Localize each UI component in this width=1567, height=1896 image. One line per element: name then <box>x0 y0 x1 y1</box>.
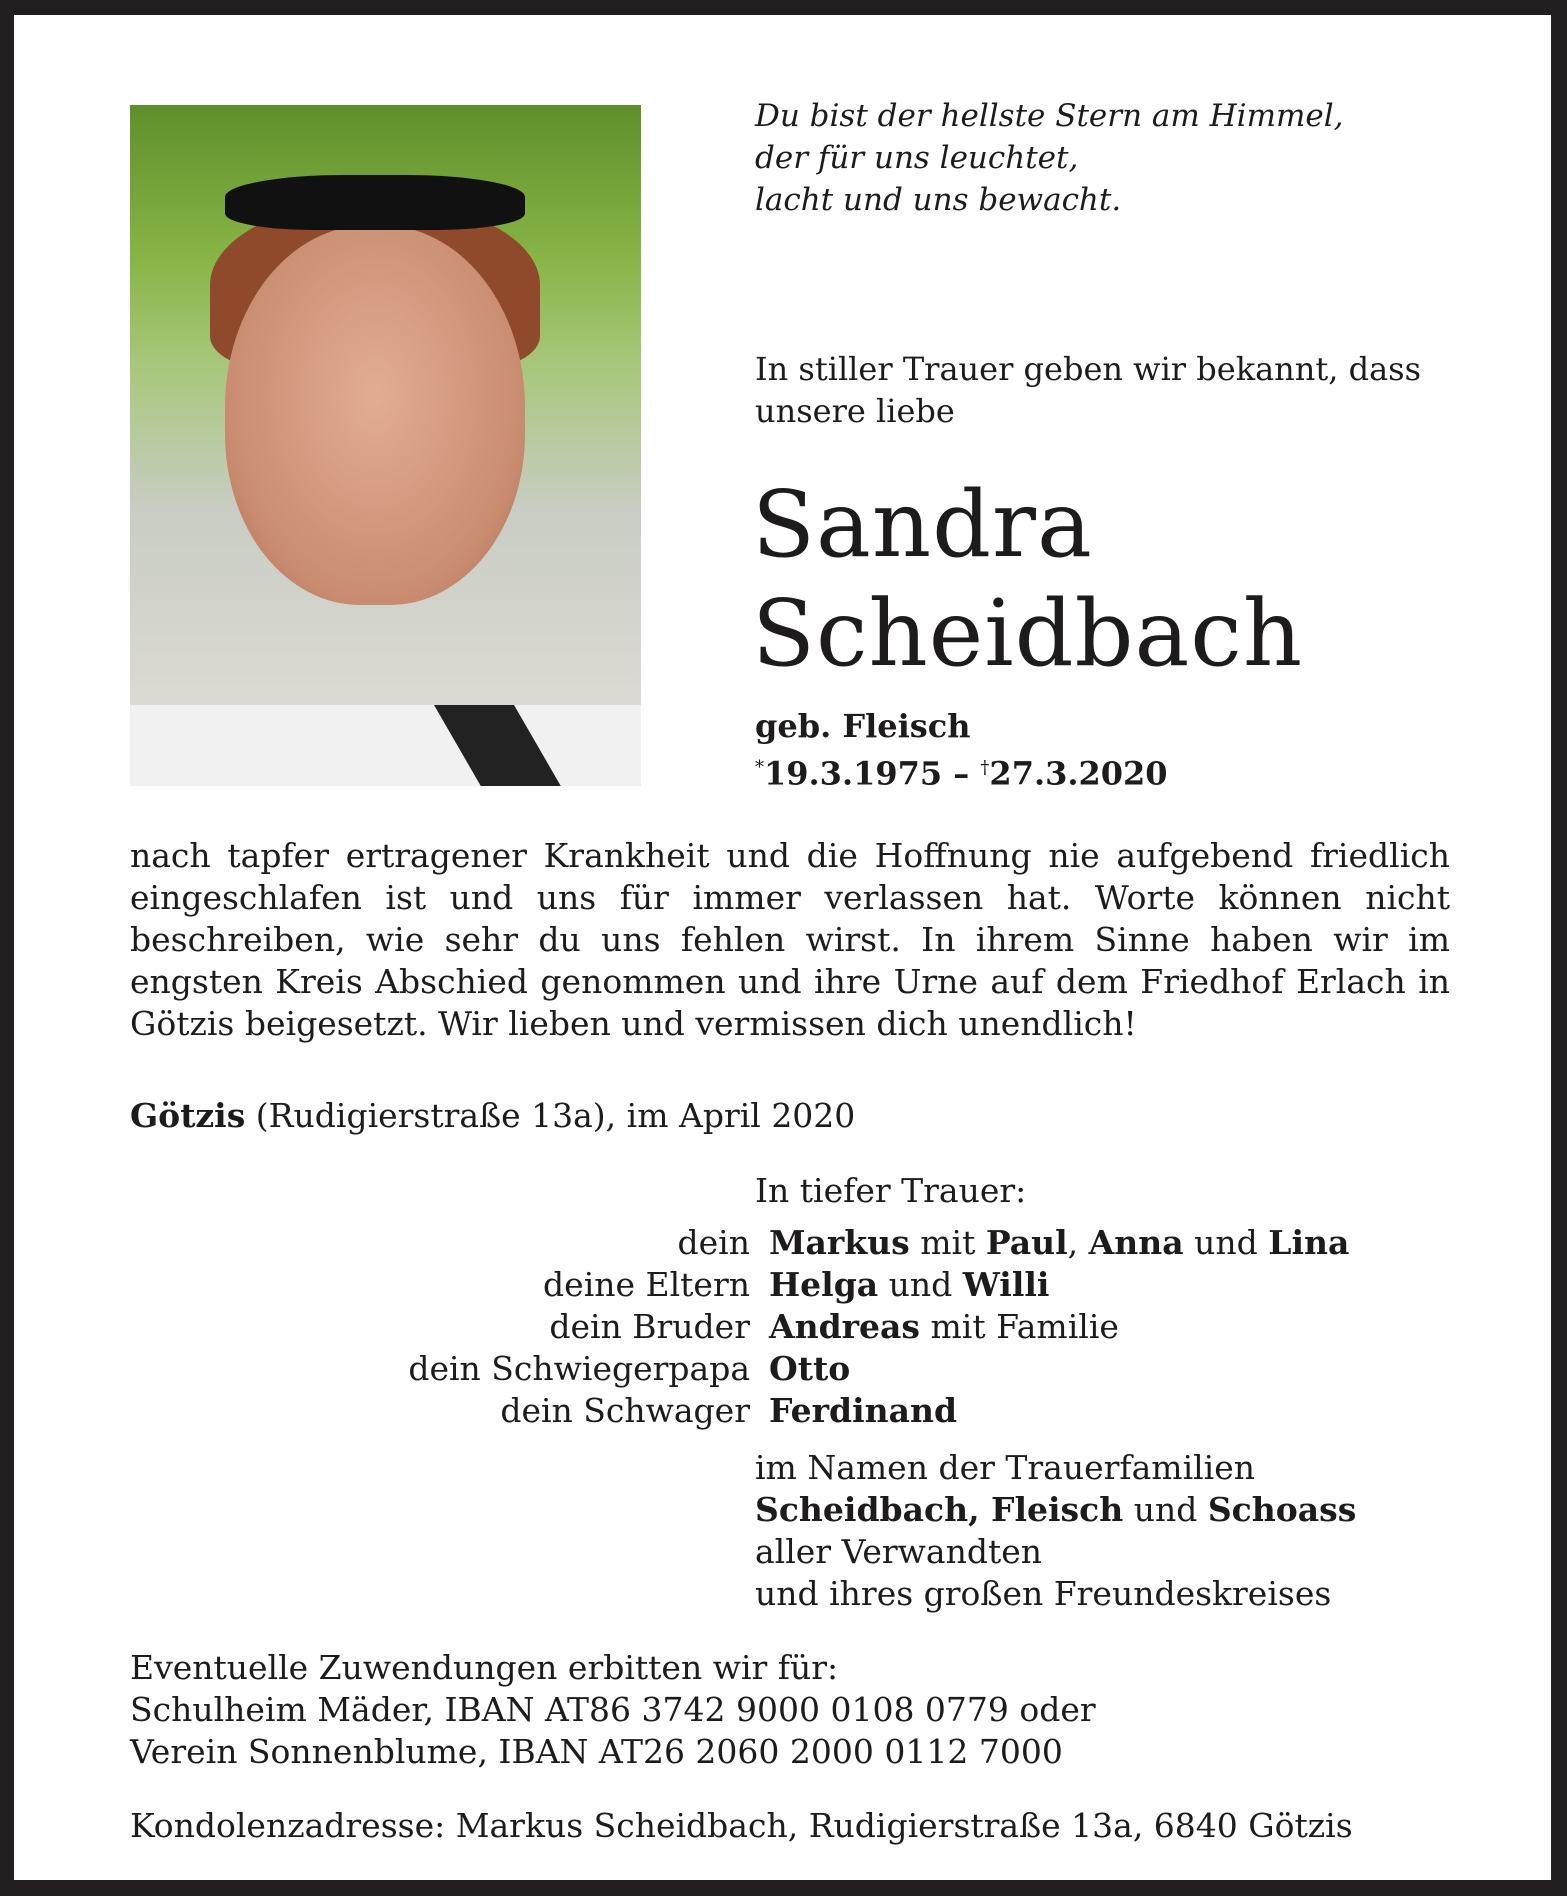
donations: Eventuelle Zuwendungen erbitten wir für: Schulheim Mäder, IBAN AT86 3742 9000 0108 0779 oder Verein Sonnenblume, IBAN AT26 2060 2000 0112 7000 <box>130 1648 1096 1771</box>
person-name: Otto <box>769 1349 851 1388</box>
maiden-name: geb. Fleisch <box>755 707 971 745</box>
person-name: Paul <box>985 1223 1068 1262</box>
body-text: nach tapfer ertragener Krankheit und die Hoffnung nie aufgebend friedlich eingeschlafen ist und uns für immer verlassen hat. Worte können nicht beschreiben, wie sehr du uns fehlen wirst. In ihrem Sinne haben wir im engsten Kreis Abschied genommen und ihre Urne auf dem Friedhof Erlach in Götzis beigesetzt. Wir lieben und vermissen dich unendlich! <box>130 836 1450 1043</box>
poem: Du bist der hellste Stern am Himmel, der für uns leuchtet, lacht und uns bewacht. <box>755 98 1344 218</box>
person-name: Ferdinand <box>769 1391 958 1430</box>
connector-text: und <box>878 1265 963 1304</box>
deceased-name: Sandra Scheidbach <box>752 471 1304 687</box>
obituary-page <box>14 15 1551 1880</box>
family-list <box>130 1222 1530 1432</box>
relation-label: dein Schwiegerpapa <box>408 1349 750 1388</box>
connector-text: mit <box>909 1223 986 1262</box>
family-row <box>130 1348 1530 1390</box>
birth-death-info <box>755 705 1168 795</box>
portrait-photo <box>130 105 641 786</box>
place-date: Götzis (Rudigierstraße 13a), im April 2020 <box>130 1096 856 1135</box>
person-name: Anna <box>1088 1223 1184 1262</box>
connector-text: und <box>1123 1490 1208 1529</box>
family-row <box>130 1264 1530 1306</box>
relation-label: dein Schwager <box>500 1391 750 1430</box>
family-row <box>130 1306 1530 1348</box>
relation-names <box>769 1306 1119 1348</box>
intro-text: In stiller Trauer geben wir bekannt, dass unsere liebe <box>755 350 1421 430</box>
person-name: Markus <box>769 1223 910 1262</box>
connector-text: mit Familie <box>920 1307 1119 1346</box>
relation-label: deine Eltern <box>543 1265 750 1304</box>
person-name: Schoass <box>1207 1490 1357 1529</box>
relation-names <box>769 1264 1049 1306</box>
grief-heading: In tiefer Trauer: <box>755 1171 1027 1210</box>
relation-names <box>769 1390 957 1432</box>
condolence-address: Kondolenzadresse: Markus Scheidbach, Rudigierstraße 13a, 6840 Götzis <box>130 1806 1353 1845</box>
connector-text: , <box>1067 1223 1089 1262</box>
person-name: Scheidbach, Fleisch <box>755 1490 1124 1529</box>
life-dates: *19.3.1975 – †27.3.2020 <box>755 754 1168 793</box>
relation-label: dein Bruder <box>549 1307 750 1346</box>
relation-names <box>769 1222 1349 1264</box>
person-name: Andreas <box>769 1307 921 1346</box>
family-row <box>130 1390 1530 1432</box>
family-row <box>130 1222 1530 1264</box>
relation-names <box>769 1348 850 1390</box>
person-name: Helga <box>769 1265 879 1304</box>
person-name: Willi <box>962 1265 1050 1304</box>
connector-text: und <box>1183 1223 1269 1262</box>
relation-label: dein <box>677 1223 750 1262</box>
mourning-families: im Namen der Trauerfamilien Scheidbach, Fleisch und Schoass aller Verwandten und ihres großen Freundeskreises <box>755 1448 1357 1613</box>
sunglasses <box>225 175 525 230</box>
family-names <box>755 1489 1356 1531</box>
person-name: Lina <box>1268 1223 1350 1262</box>
